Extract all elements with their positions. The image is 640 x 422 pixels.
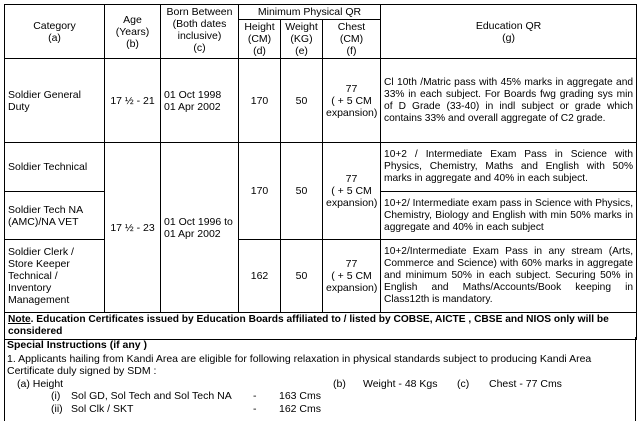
item-text: Sol Clk / SKT bbox=[71, 402, 134, 415]
chest-cell: 77 ( + 5 CM expansion) bbox=[323, 240, 381, 313]
item-label: (i) bbox=[51, 390, 61, 402]
table-row bbox=[5, 143, 637, 192]
note-cell: Note. Education Certificates issued by Education Boards affiliated to / listed by COBSE, AICTE , CBSE and NIOS only will be considered bbox=[5, 313, 637, 340]
header-education: Education QR (g) bbox=[381, 5, 637, 59]
item-value: 163 Cms bbox=[279, 390, 322, 402]
category-cell: Soldier General Duty bbox=[5, 59, 105, 143]
weight-relaxation-value: Weight - 48 Kgs bbox=[363, 377, 438, 390]
born-cell: 01 Oct 1996 to 01 Apr 2002 bbox=[161, 143, 239, 313]
age-cell: 17 ½ - 23 bbox=[105, 143, 161, 313]
height-item-row bbox=[7, 403, 635, 416]
relaxation-row bbox=[7, 378, 635, 391]
special-title: Special Instructions (if any ) bbox=[7, 339, 148, 351]
age-cell: 17 ½ - 21 bbox=[105, 59, 161, 143]
education-cell: 10+2 / Intermediate Exam Pass in Science with Physics, Chemistry, Maths and English with 50% marks in aggregate and 40% in each subject. bbox=[381, 143, 637, 192]
header-category: Category (a) bbox=[5, 5, 105, 59]
table-row bbox=[5, 240, 637, 313]
height-cell: 170 bbox=[239, 59, 281, 143]
weight-relaxation-label: (b) bbox=[333, 377, 346, 390]
chest-relaxation-label: (c) bbox=[457, 377, 470, 390]
education-cell: Cl 10th /Matric pass with 45% marks in aggregate and 33% in each subject. For Boards fwg grading sys min of D Grade (33-40) in indl subject or grade which contains 33% and overall aggregate of C2 grade. bbox=[381, 59, 637, 143]
item-dash: - bbox=[253, 402, 257, 415]
item-label: (ii) bbox=[51, 402, 63, 415]
chest-relaxation-value: Chest - 77 Cms bbox=[489, 377, 562, 390]
header-chest: Chest (CM) (f) bbox=[323, 20, 381, 59]
education-cell: 10+2/Intermediate Exam Pass in any stream (Arts, Commerce and Science) with 60% marks in aggregate and minimum 50% in each subject. Securing 50% in English and Maths/Accounts/Book keeping in Class12th is mandatory. bbox=[381, 240, 637, 313]
special-instructions bbox=[7, 339, 635, 415]
height-relaxation-label: (a) Height bbox=[17, 377, 64, 390]
weight-cell: 50 bbox=[281, 143, 323, 240]
header-born: Born Between (Both dates inclusive) (c) bbox=[161, 5, 239, 59]
eligibility-table bbox=[4, 4, 637, 340]
item-dash: - bbox=[253, 390, 257, 402]
weight-cell: 50 bbox=[281, 59, 323, 143]
note-row bbox=[5, 313, 637, 340]
header-weight: Weight (KG) (e) bbox=[281, 20, 323, 59]
weight-cell: 50 bbox=[281, 240, 323, 313]
category-cell: Soldier Technical bbox=[5, 143, 105, 192]
item-value: 162 Cms bbox=[279, 402, 322, 415]
chest-cell: 77 ( + 5 CM expansion) bbox=[323, 59, 381, 143]
height-item-row bbox=[7, 390, 635, 403]
header-physical: Minimum Physical QR bbox=[239, 5, 381, 20]
height-cell: 162 bbox=[239, 240, 281, 313]
height-cell: 170 bbox=[239, 143, 281, 240]
born-cell: 01 Oct 1998 01 Apr 2002 bbox=[161, 59, 239, 143]
chest-cell: 77 ( + 5 CM expansion) bbox=[323, 143, 381, 240]
education-cell: 10+2/ Intermediate exam pass in Science with Physics, Chemistry, Biology and English with min 50% marks in aggregate and 40% in each subject bbox=[381, 192, 637, 240]
header-height: Height (CM) (d) bbox=[239, 20, 281, 59]
item-text: Sol GD, Sol Tech and Sol Tech NA bbox=[71, 390, 232, 402]
category-cell: Soldier Clerk / Store Keeper Technical / Inventory Management bbox=[5, 240, 105, 313]
special-paragraph-1: 1. Applicants hailing from Kandi Area are eligible for following relaxation in physical standards subject to producing Kandi Area Certificate duly signed by SDM : bbox=[7, 352, 592, 377]
category-cell: Soldier Tech NA (AMC)/NA VET bbox=[5, 192, 105, 240]
header-age: Age (Years) (b) bbox=[105, 5, 161, 59]
table-row bbox=[5, 59, 637, 143]
